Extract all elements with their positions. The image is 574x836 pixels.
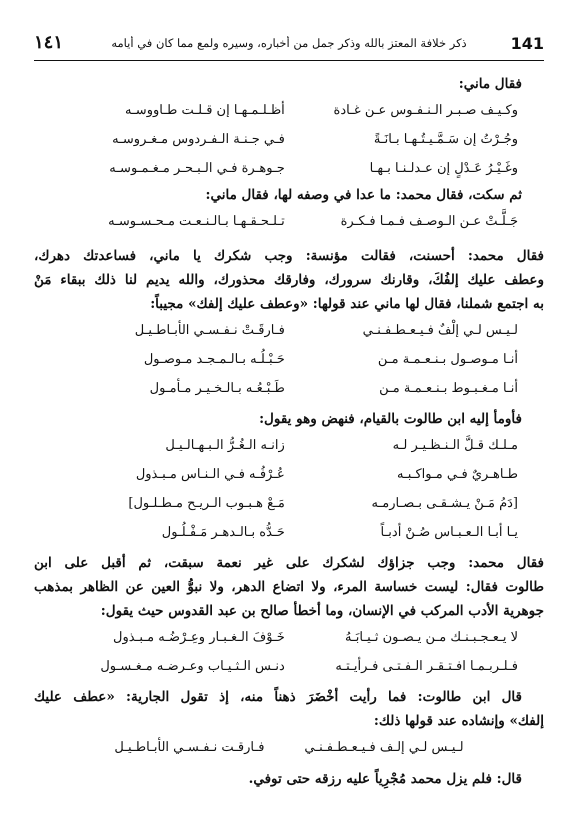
verse-hemistich-second: تـلـحـقـهـا بـالـنـعـت مـحـسـوسـه: [108, 214, 285, 229]
verse-hemistich-second: طَـبْـعُـه بـالـخـيـر مـأمـول: [149, 381, 285, 396]
verse-line: [34, 96, 544, 125]
poem-3: [34, 316, 544, 403]
verse-hemistich-first: وغَـيْـرُ عَـدْلٍ إن عـدلـنـا بـهـا: [369, 161, 518, 176]
verse-hemistich-second: عُـرْفُـه فـي الـنـاس مـبـذول: [135, 467, 285, 482]
verse-line: [34, 518, 544, 547]
verse-hemistich-first: وكـيـف صـبـر الـنـفـوس عـن غـادة: [333, 103, 518, 118]
verse-hemistich-first: لـيـس لـي إلْفٌ فـيـعـطـفـنـي: [362, 323, 518, 338]
verse-hemistich-second: حَـبْـلُـه بـالـمـجـد مـوصـول: [143, 352, 285, 367]
poem-4: [34, 431, 544, 547]
verse-hemistich-second: خَـوْفَ الـغـبـار وعِـرْضُـه مـبـذول: [113, 630, 285, 645]
verse-hemistich-second: دنـس الـثـيـاب وعـرضـه مـغـسـول: [100, 659, 285, 674]
verse-line: [34, 316, 544, 345]
speaker-line: فقال ماني:: [458, 76, 522, 92]
poem-1: [34, 96, 544, 183]
paragraph-line: جوهرية الأدب المركب في الإنسان، وما أخطأ صالح بن عبد القدوس حيث يقول:: [100, 603, 544, 619]
verse-hemistich-first: مـلـك قـلَّ الـنـظـيـر لـه: [392, 438, 518, 453]
verse-line: [34, 431, 544, 460]
header-rule: [34, 60, 544, 61]
paragraph-line: إلفك» وإنشاده عند قولها ذلك:: [373, 713, 544, 729]
closing-line: قال: فلم يزل محمد مُجْرِياً عليه رزقه حتى توفي.: [248, 771, 522, 787]
verse-hemistich-first: أنـا مـوصـول بـنـعـمـة مـن: [377, 352, 518, 367]
paragraph-6: [34, 685, 544, 733]
verse-hemistich-second: فـي جـنـة الـفـردوس مـغـروسـه: [112, 132, 285, 147]
verse-hemistich-second: جـوهـرة فـي الـبـحـر مـغـمـوسـه: [109, 161, 285, 176]
paragraph-5: [34, 551, 544, 623]
spacer: [34, 236, 544, 244]
verse-line: [34, 489, 544, 518]
narrative-line: فأومأ إليه ابن طالوت بالقيام، فنهض وهو يقول:: [259, 411, 522, 427]
paragraph-line: فقال محمد: وجب جزاؤك لشكرك على غير نعمة سبقت، ثم أقبل على ابن: [34, 555, 544, 571]
verse-hemistich-second: فـارقـت نـفـسـي الأبـاطـيـل: [114, 740, 265, 755]
paragraph-line: فقال محمد: أحسنت، فقالت مؤنسة: وجب شكرك يا ماني، فساعدتك دهرك،: [34, 248, 544, 264]
verse-line: [34, 460, 544, 489]
verse-line: [34, 154, 544, 183]
paragraph-3: [34, 244, 544, 316]
verse-hemistich-first: لـيـس لـي إلـف فـيـعـطـفـنـي: [304, 740, 464, 755]
page-body: [34, 72, 544, 816]
verse-hemistich-second: فـارقَـتْ نـفـسـي الأبـاطـيـل: [134, 323, 285, 338]
verse-hemistich-second: أظـلـمـهـا إن قـلـت طـاووسـه: [125, 103, 285, 118]
page-header: [34, 30, 544, 58]
verse-hemistich-first: [دَمُ مَـنْ يـشـقـى بـصـارمـه: [371, 496, 518, 511]
verse-line: [34, 207, 544, 236]
poem-2: [34, 207, 544, 236]
verse-hemistich-second: زانـه الـغُـرُّ الـبـهـالـيـل: [165, 438, 285, 453]
page-number-western: 141: [510, 34, 544, 53]
page-number-arabic: ١٤١: [34, 32, 64, 53]
poem-6: [34, 733, 544, 763]
verse-line: [34, 623, 544, 652]
narrative-line: ثم سكت، فقال محمد: ما عدا في وصفه لها، فقال ماني:: [205, 187, 522, 203]
paragraph-line: قال ابن طالوت: فما رأيت أخْضَرَ ذهناً منه، إذ تقول الجارية: «عطف عليك: [34, 689, 522, 705]
verse-line: [34, 125, 544, 154]
verse-hemistich-first: جَـلَّـتْ عـن الـوصـف فـمـا فـكـرة: [340, 214, 518, 229]
verse-hemistich-first: يـا أبـا الـعـبـاس صُـنْ أدبـاً: [380, 525, 518, 540]
verse-line: [34, 345, 544, 374]
poem-5: [34, 623, 544, 681]
verse-hemistich-second: مَـعْ هـبـوب الـريـح مـطـلـول]: [128, 496, 285, 511]
running-title: ذكر خلافة المعتز بالله وذكر جمل من أخباره، وسيره ولمع مما كان في أيامه: [111, 36, 467, 50]
verse-line: [34, 652, 544, 681]
verse-hemistich-first: فـلـربـمـا افـتـقـر الـفـتـى فـرأيـتـه: [335, 659, 518, 674]
verse-hemistich-first: طـاهـريٌ فـي مـواكـبـه: [396, 467, 518, 482]
verse-hemistich-first: لا يـعـجـبـنـك مـن يـصـون ثـيـابَـهُ: [344, 630, 518, 645]
verse-hemistich-first: وجُـرْتُ إن سَـمَّـيـتُـهـا بـانَـةً: [373, 132, 518, 147]
verse-line: [34, 374, 544, 403]
verse-hemistich-first: أنـا مـغـبـوط بـنـعـمـة مـن: [379, 381, 518, 396]
paragraph-line: طالوت فقال: ليست خساسة المرء، ولا اتضاع الدهر، ولا نبوُّ العين عن الظاهر بمذهب: [34, 579, 544, 595]
paragraph-line: وعطف عليك إلفُكَ، وقارنك سرورك، وفارقك محذورك، والله يديم لنا ذلك ببقاء مَنْ: [34, 272, 544, 288]
paragraph-line: به اجتمع شملنا، فقال لها ماني عند قولها: «وعطف عليك إلفك» مجيباً:: [150, 296, 544, 312]
verse-hemistich-second: حَـدُّه بـالـدهـر مَـفْـلُـول: [161, 525, 285, 540]
